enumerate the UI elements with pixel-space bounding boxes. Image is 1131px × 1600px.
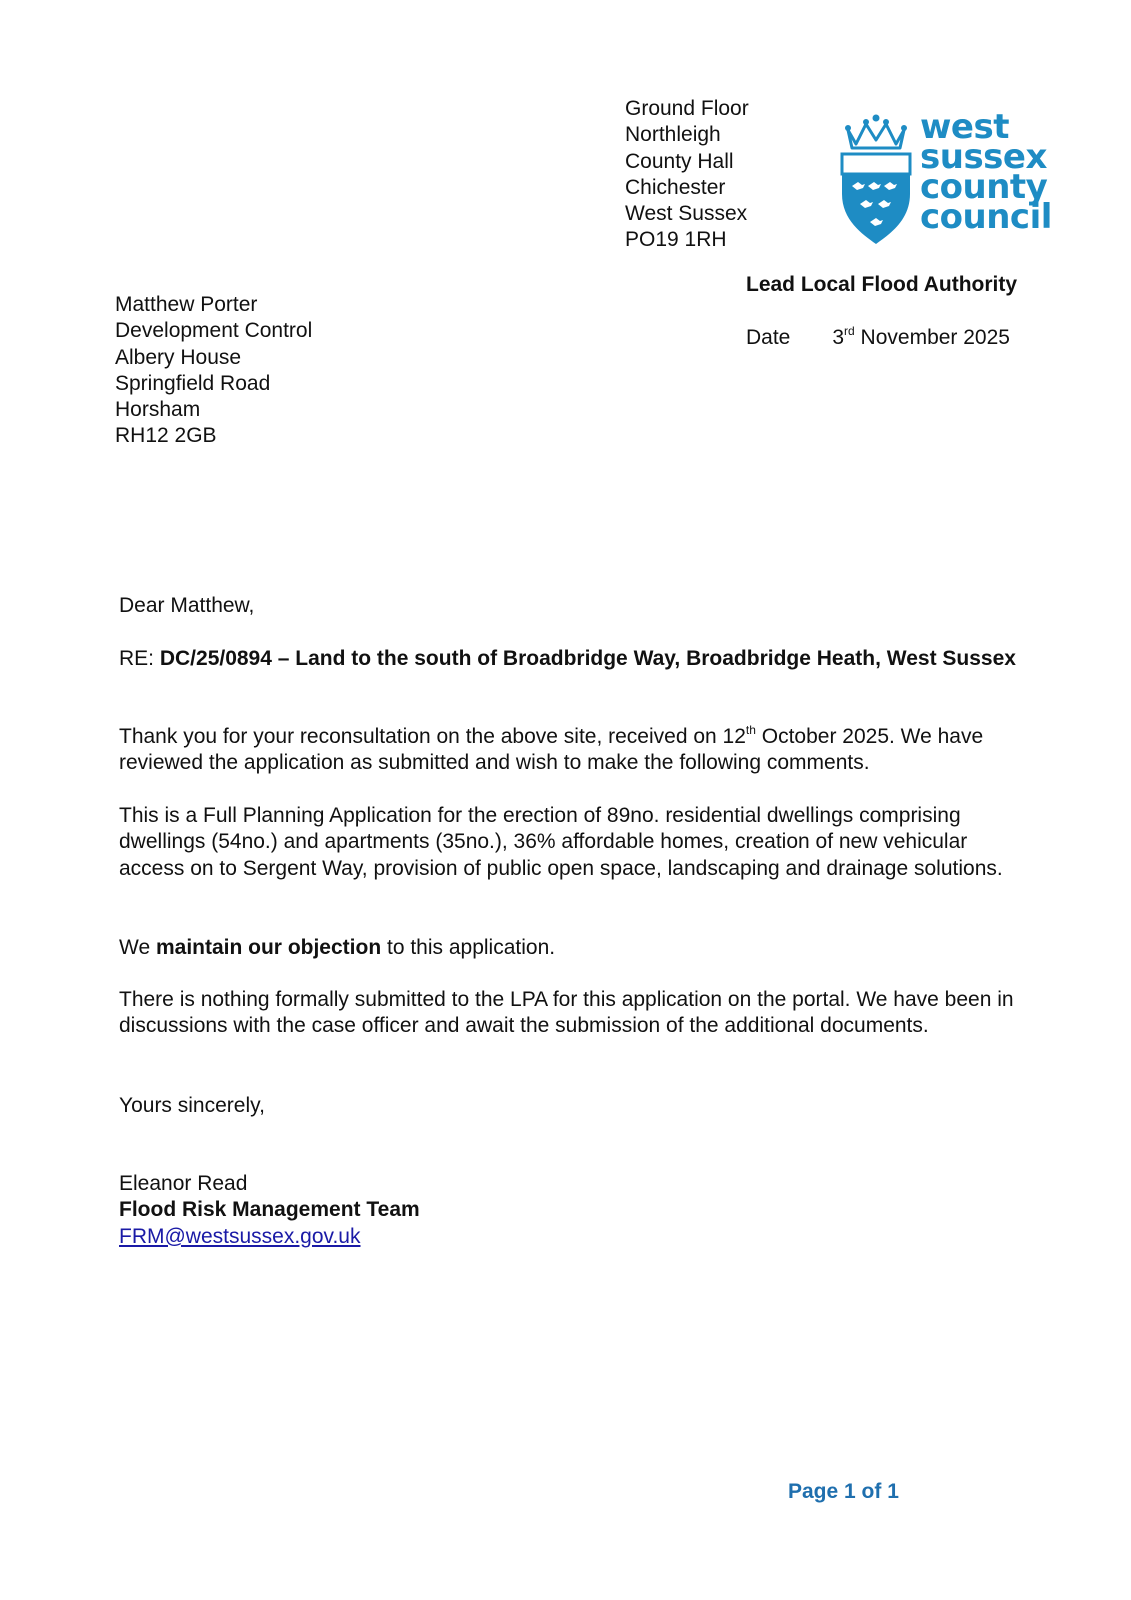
page-number: Page 1 of 1 xyxy=(788,1480,899,1503)
paragraph-text: Thank you for your reconsultation on the above site, received on 12 xyxy=(119,725,746,748)
sender-address xyxy=(625,96,749,254)
closing: Yours sincerely, xyxy=(119,1094,265,1117)
logo-word: council xyxy=(920,197,1052,237)
paragraph-text: We xyxy=(119,936,156,959)
sender-address-line: County Hall xyxy=(625,149,734,173)
paragraph xyxy=(119,935,1019,961)
date-label: Date xyxy=(746,326,791,349)
recipient-address-line: Matthew Porter xyxy=(115,293,258,316)
salutation: Dear Matthew, xyxy=(119,594,255,617)
paragraph: This is a Full Planning Application for the erection of 89no. residential dwellings comprising dwellings (54no.) and apartments (35no.), 36% affordable homes, creation of new vehicular access on to Sergent Way, provision of public open space, landscaping and drainage solutions. xyxy=(119,804,1003,880)
date-value xyxy=(832,326,1010,349)
subject-text: DC/25/0894 – Land to the south of Broadbridge Way, Broadbridge Heath, West Sussex xyxy=(159,647,1016,670)
signatory-team: Flood Risk Management Team xyxy=(119,1198,420,1222)
subject-line xyxy=(119,646,1019,672)
logo-word: west xyxy=(920,107,1009,147)
recipient-address-line: Springfield Road xyxy=(115,371,271,395)
recipient-address-line: Horsham xyxy=(115,398,201,422)
date-month-year: November 2025 xyxy=(854,326,1010,349)
sender-address-line: PO19 1RH xyxy=(625,228,727,252)
signatory-name: Eleanor Read xyxy=(119,1172,248,1195)
date-day-suffix: rd xyxy=(844,324,855,338)
sender-address-line: Northleigh xyxy=(625,123,721,147)
sender-address-line: Chichester xyxy=(625,175,726,199)
recipient-address-line: RH12 2GB xyxy=(115,424,217,448)
paragraph xyxy=(119,724,1019,777)
paragraph: There is nothing formally submitted to the LPA for this application on the portal. We have been in discussions with the case officer and await the submission of the additional documents. xyxy=(119,988,1014,1038)
letter-date xyxy=(746,326,1010,350)
ordinal-suffix: th xyxy=(745,723,756,737)
date-day: 3 xyxy=(832,326,845,349)
west-sussex-county-council-logo xyxy=(836,107,1056,250)
sender-address-line: Ground Floor xyxy=(625,97,749,120)
paragraph-text: October 2025. We have reviewed the application as submitted and wish to make the following comments. xyxy=(119,725,984,775)
recipient-address-line: Albery House xyxy=(115,345,242,369)
subject-prefix: RE: xyxy=(119,647,160,670)
signature-block xyxy=(119,1171,420,1250)
crest-icon xyxy=(836,110,916,250)
logo-word: county xyxy=(920,167,1048,207)
logo-word: sussex xyxy=(920,137,1047,177)
recipient-address xyxy=(115,292,312,450)
email-link[interactable]: FRM@westsussex.gov.uk xyxy=(119,1224,361,1248)
authority-heading: Lead Local Flood Authority xyxy=(746,273,1018,296)
paragraph-text: to this application. xyxy=(381,936,556,959)
emphasis-text: maintain our objection xyxy=(155,936,382,959)
sender-address-line: West Sussex xyxy=(625,202,748,226)
recipient-address-line: Development Control xyxy=(115,319,313,343)
